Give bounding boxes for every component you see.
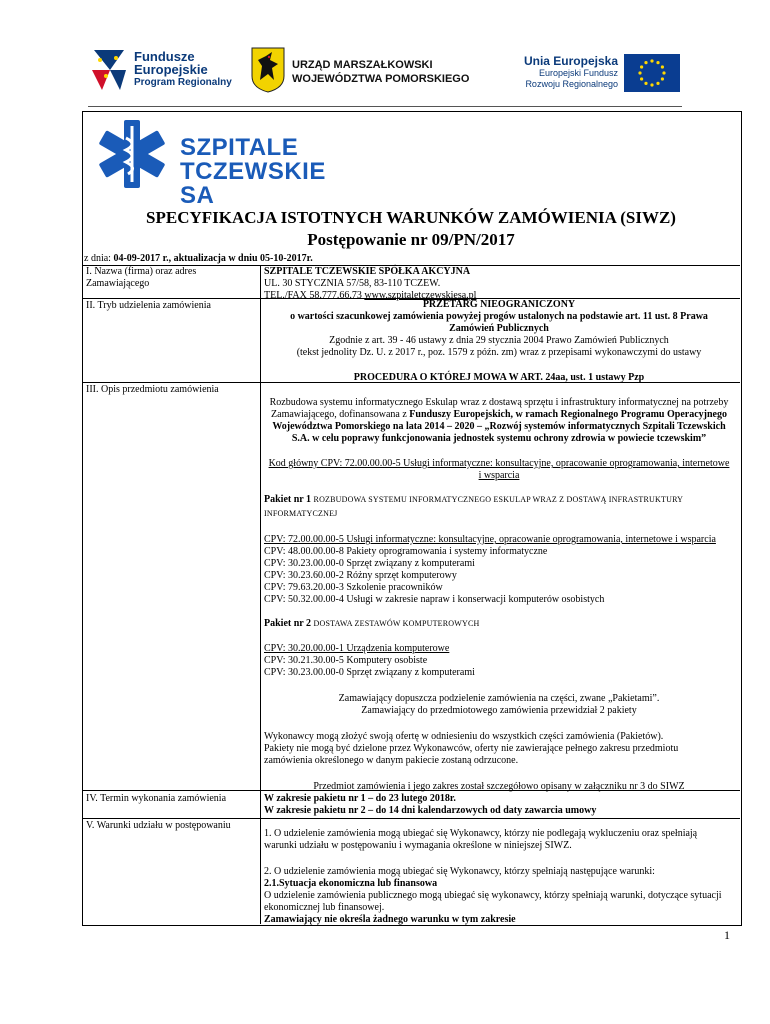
sec5-content xyxy=(264,828,734,926)
pkg1-cpv-item: CPV: 79.63.20.00-3 Szkolenie pracowników xyxy=(264,582,443,593)
sec3-offer-line1: Wykonawcy mogą złożyć swoją ofertę w odniesieniu do wszystkich części zamówienia (Pakietów). xyxy=(264,731,664,742)
eu-funds-emblem-icon xyxy=(90,46,128,92)
sec5-label: V. Warunki udziału w postępowaniu xyxy=(86,820,231,831)
pkg2-cpv-item: CPV: 30.23.00.00-0 Sprzęt związany z komputerami xyxy=(264,667,475,678)
sec2-heading: PRZETARG NIEOGRANICZONY xyxy=(422,299,576,310)
ue-line1: Unia Europejska xyxy=(523,54,618,68)
pkg2-cpv-item: CPV: 30.20.00.00-1 Urządzenia komputerowe xyxy=(264,643,450,654)
sec5-p2: 2. O udzielenie zamówienia mogą ubiegać się Wykonawcy, którzy spełniają następujące warunki: xyxy=(264,866,655,877)
sec3-parts-line2: Zamawiający do przedmiotowego zamówienia przewidział 2 pakiety xyxy=(361,705,637,716)
main-cpv-line1: Kod główny CPV: 72.00.00.00-5 Usługi informatyczne: konsultacyjne, opracowanie oprogramowania, internetowe xyxy=(268,458,730,469)
sec3-content xyxy=(264,397,734,793)
sec2-bold-1: o wartości szacunkowej zamówienia powyżej progów ustalonych na podstawie art. 11 ust. 8 Prawa xyxy=(290,311,708,322)
header-logos xyxy=(90,42,680,98)
sec2-label: II. Tryb udzielenia zamówienia xyxy=(86,300,211,311)
pkg2-label: Pakiet nr 2 xyxy=(264,618,314,629)
page-number: 1 xyxy=(724,928,730,942)
pkg1-cpv-item: CPV: 72.00.00.00-5 Usługi informatyczne: konsultacyjne, opracowanie oprogramowania, internetowe i wsparcia xyxy=(264,534,716,545)
sec5-p2-heading: 2.1.Sytuacja ekonomiczna lub finansowa xyxy=(264,878,438,889)
pomorskie-griffin-icon xyxy=(248,46,288,94)
sec5-p1-line1: 1. O udzielenie zamówienia mogą ubiegać się Wykonawcy, którzy nie podlegają wykluczeniu oraz spełniają xyxy=(264,828,698,839)
sec3-intro-line1: Rozbudowa systemu informatycznego Eskulap wraz z dostawą sprzętu i infrastruktury informatycznej na potrzeby xyxy=(269,397,729,408)
ue-line3: Rozwoju Regionalnego xyxy=(525,79,618,89)
pkg2-cpv-list xyxy=(264,643,734,679)
eu-logo xyxy=(500,46,680,96)
pkg1-cpv-list xyxy=(264,534,734,606)
sec3-label: III. Opis przedmiotu zamówienia xyxy=(86,384,219,395)
urzad-logo xyxy=(248,46,478,96)
sec4-content xyxy=(264,793,734,817)
title-line1: SPECYFIKACJA ISTOTNYCH WARUNKÓW ZAMÓWIENIA (SIWZ) xyxy=(146,208,676,227)
main-cpv xyxy=(264,458,734,482)
sec3-parts-line1: Zamawiający dopuszcza podzielenie zamówienia na części, zwane „Pakietami”. xyxy=(338,693,660,704)
sec4-label: IV. Termin wykonania zamówienia xyxy=(86,793,227,804)
urzad-line1: URZĄD MARSZAŁKOWSKI xyxy=(292,59,433,71)
hospital-logo-line2: TCZEWSKIE SA xyxy=(180,158,326,209)
document-title xyxy=(82,207,740,251)
sec3-intro-line3: Województwa Pomorskiego na lata 2014 – 2020 – „Rozwój systemów informatycznych Szpitali Tczewskich xyxy=(272,421,726,432)
sec5-p2-text1: O udzielenie zamówienia publicznego mogą ubiegać się wykonawcy, którzy spełniają warunki, dotyczące sytuacji xyxy=(264,890,722,901)
sec3-offer-line2: Pakiety nie mogą być dzielone przez Wykonawców, oferty nie zawierające pełnego zakresu przedmiotu xyxy=(264,743,679,754)
eu-funds-line2: Europejskie xyxy=(134,62,208,77)
website-link[interactable]: www.szpitaletczewskiesa.pl xyxy=(364,290,477,301)
eu-funds-logo xyxy=(90,46,250,96)
sec3-intro-line4: S.A. w celu poprawy funkcjonowania jednostek systemu ochrony zdrowia w powiecie tczewskim” xyxy=(291,433,707,444)
sec1-label xyxy=(86,266,196,290)
sec3-intro-plain: Zamawiającego, dofinansowana z xyxy=(271,409,410,420)
sec1-content xyxy=(264,266,734,302)
column-divider xyxy=(260,265,261,924)
title-line2: Postępowanie nr 09/PN/2017 xyxy=(307,230,515,249)
star-of-life-icon xyxy=(90,116,174,192)
sec5-p2-text2: ekonomicznej lub finansowej. xyxy=(264,902,385,913)
date-prefix: z dnia: xyxy=(84,253,114,264)
pkg1-name-line1: ROZBUDOWA SYSTEMU INFORMATYCZNEGO ESKULAP WRAZ Z DOSTAWĄ INFRASTRUKTURY xyxy=(313,495,684,504)
sec3-parts xyxy=(264,693,734,717)
pkg1-cpv-item: CPV: 48.00.00.00-8 Pakiety oprogramowania i systemy informatyczne xyxy=(264,546,548,557)
date-line xyxy=(84,253,313,265)
sec2-text-1: Zgodnie z art. 39 - 46 ustawy z dnia 29 stycznia 2004 Prawo Zamówień Publicznych xyxy=(329,335,669,346)
sec1-name: SZPITALE TCZEWSKIE SPÓŁKA AKCYJNA xyxy=(264,266,471,277)
sec4-line1: W zakresie pakietu nr 1 – do 23 lutego 2018r. xyxy=(264,793,456,804)
hospital-logo-line1: SZPITALE xyxy=(180,134,299,161)
date-value: 04-09-2017 r., aktualizacja w dniu 05-10-2017r. xyxy=(113,253,313,264)
eu-funds-line3: Program Regionalny xyxy=(134,77,232,88)
pkg2-name: DOSTAWA ZESTAWÓW KOMPUTEROWYCH xyxy=(313,619,480,628)
sec3-offer-line3: zamówienia określonego w danym pakiecie zostaną odrzucone. xyxy=(264,755,519,766)
sec1-label-line2: Zamawiającego xyxy=(86,278,150,289)
row-divider xyxy=(82,818,740,819)
sec3-intro-line2 xyxy=(264,409,734,421)
main-cpv-line2: i wsparcia xyxy=(478,470,520,481)
sec5-p2-bold: Zamawiający nie określa żadnego warunku w tym zakresie xyxy=(264,914,516,925)
sec2-bold-2: Zamówień Publicznych xyxy=(449,323,549,334)
sec1-label-line1: I. Nazwa (firma) oraz adres xyxy=(86,266,197,277)
pkg1-name-line2: INFORMATYCZNEJ xyxy=(264,509,338,518)
pkg2-heading xyxy=(264,618,734,630)
pkg1-cpv-item: CPV: 30.23.60.00-2 Różny sprzęt komputerowy xyxy=(264,570,457,581)
ue-line2: Europejski Fundusz xyxy=(538,68,618,78)
sec1-address: UL. 30 STYCZNIA 57/58, 83-110 TCZEW. xyxy=(264,278,441,289)
sec2-content xyxy=(264,299,734,384)
sec3-offer xyxy=(264,731,734,767)
eu-flag-icon xyxy=(624,54,680,92)
pkg1-cpv-item: CPV: 30.23.00.00-0 Sprzęt związany z komputerami xyxy=(264,558,475,569)
sec3-annex: Przedmiot zamówienia i jego zakres został szczegółowo opisany w załączniku nr 3 do SIWZ xyxy=(313,781,685,792)
hospital-logo xyxy=(90,116,326,209)
header-divider xyxy=(88,106,682,107)
sec2-text-2: (tekst jednolity Dz. U. z 2017 r., poz. 1579 z późn. zm) wraz z przepisami wykonawczymi do ustawy xyxy=(296,347,702,358)
sec3-intro-bold: Funduszy Europejskich, w ramach Regionalnego Programu Operacyjnego xyxy=(409,409,727,420)
sec1-tel-text: TEL./FAX 58.777.66.73 xyxy=(264,290,365,301)
pkg2-cpv-item: CPV: 30.21.30.00-5 Komputery osobiste xyxy=(264,655,428,666)
pkg1-heading xyxy=(264,494,734,520)
eu-funds-line1: Fundusze xyxy=(134,49,195,64)
pkg1-cpv-item: CPV: 50.32.00.00-4 Usługi w zakresie napraw i konserwacji komputerów osobistych xyxy=(264,594,605,605)
sec2-procedure: PROCEDURA O KTÓREJ MOWA W ART. 24aa, ust. 1 ustawy Pzp xyxy=(353,372,645,383)
urzad-line2: WOJEWÓDZTWA POMORSKIEGO xyxy=(292,73,470,85)
sec5-p1-line2: warunki udziału w postępowaniu i wymagania określone w niniejszej SIWZ. xyxy=(264,840,572,851)
pkg1-label: Pakiet nr 1 xyxy=(264,494,314,505)
sec4-line2: W zakresie pakietu nr 2 – do 14 dni kalendarzowych od daty zawarcia umowy xyxy=(264,805,597,816)
sec3-intro xyxy=(264,397,734,445)
